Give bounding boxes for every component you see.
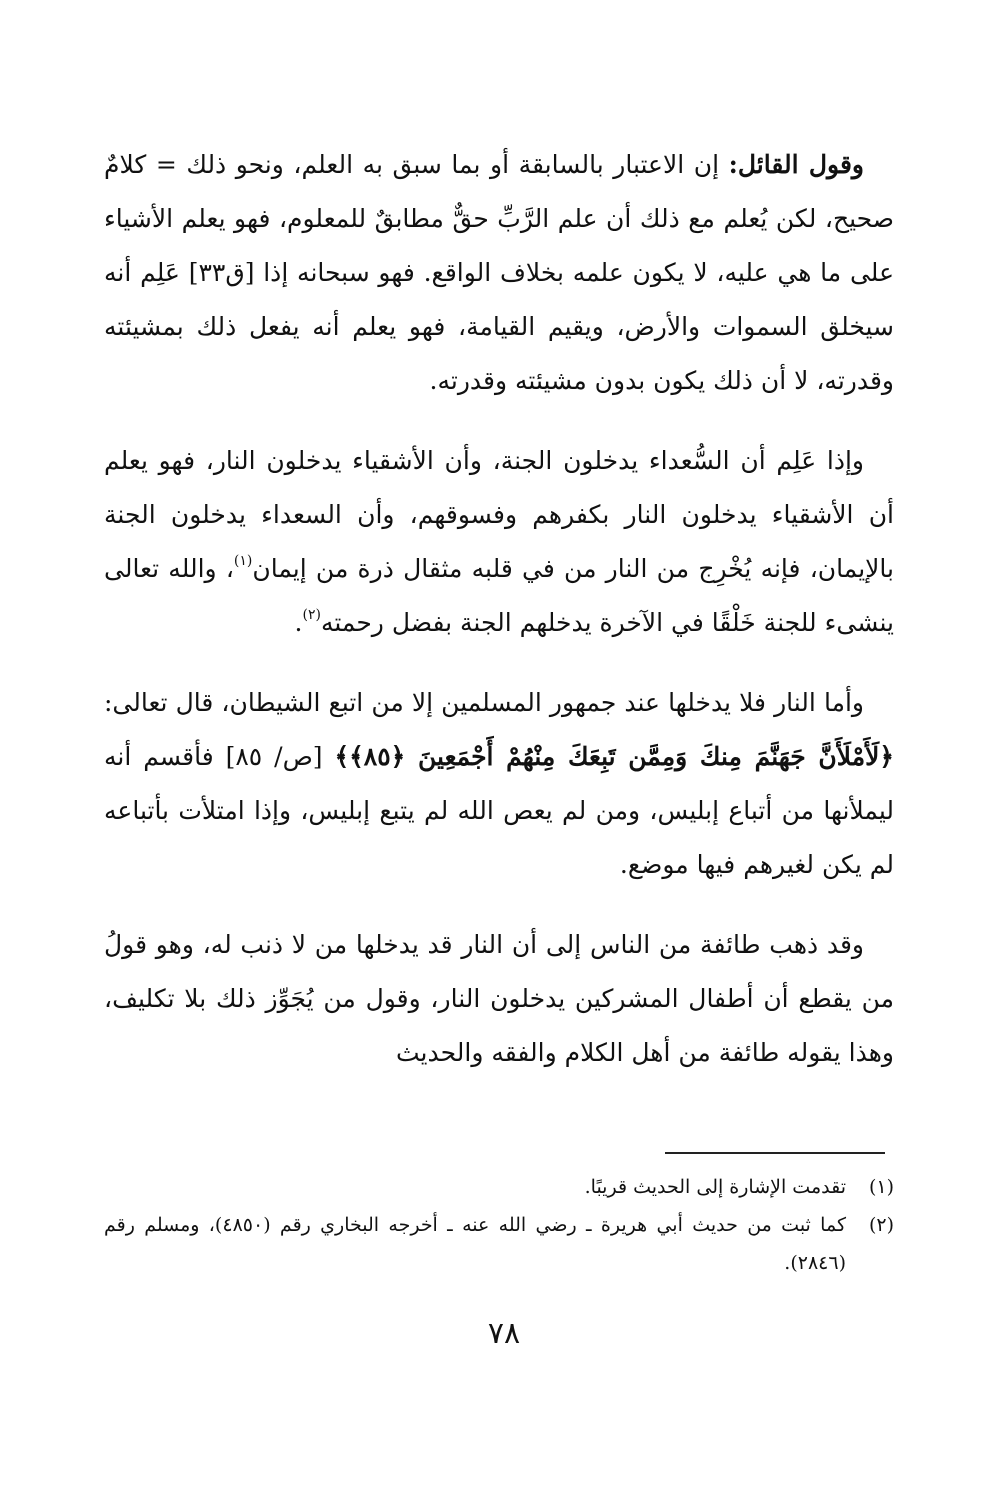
paragraph-2-text-before: وإذا عَلِم أن السُّعداء يدخلون الجنة، وأن الأشقياء يدخلون النار، فهو يعلم أن الأشقياء يدخلون النار بكفرهم وفسوقهم، وأن السعداء يدخلون الجنة بالإيمان، فإنه يُخْرِج من النار من في قلبه مثقال ذرة من إيمان (104, 446, 894, 583)
footnotes (104, 1168, 894, 1282)
quran-verse: ﴿لَأَمْلَأَنَّ جَهَنَّمَ مِنكَ وَمِمَّن تَبِعَكَ مِنْهُمْ أَجْمَعِينَ ﴿٨٥﴾﴾ (334, 742, 894, 771)
paragraph-1-lead: وقول القائل: (728, 150, 864, 179)
paragraph-2-text-after: . (294, 608, 303, 637)
main-text (104, 138, 894, 1106)
page-number: ٧٨ (487, 1316, 521, 1351)
footnote-divider (665, 1152, 885, 1154)
paragraph-3-text-after: [ص/ ٨٥] فأقسم أنه ليملأنها من أتباع إبليس، ومن لم يعص الله لم يتبع إبليس، وإذا امتلأت بأتباعه لم يكن لغيرهم فيها موضع. (104, 742, 894, 879)
footnote-1-text: تقدمت الإشارة إلى الحديث قريبًا. (584, 1176, 846, 1198)
paragraph-2 (104, 434, 894, 650)
footnote-1-number: (١) (868, 1176, 894, 1198)
paragraph-1 (104, 138, 894, 408)
footnote-2-text: كما ثبت من حديث أبي هريرة ـ رضي الله عنه ـ أخرجه البخاري رقم (٤٨٥٠)، ومسلم رقم (٢٨٤٦). (104, 1214, 846, 1274)
paragraph-3 (104, 676, 894, 892)
paragraph-4 (104, 918, 894, 1080)
footnote-ref-1: (١) (233, 553, 253, 569)
paragraph-3-text-before: وأما النار فلا يدخلها عند جمهور المسلمين إلا من اتبع الشيطان، قال تعالى: (104, 688, 864, 717)
footnote-2-number: (٢) (868, 1214, 894, 1236)
paragraph-4-text: وقد ذهب طائفة من الناس إلى أن النار قد يدخلها من لا ذنب له، وهو قولُ من يقطع أن أطفال المشركين يدخلون النار، وقول من يُجَوِّز ذلك بلا تكليف، وهذا يقوله طائفة من أهل الكلام والفقه والحديث (104, 930, 894, 1067)
footnote-ref-2: (٢) (302, 607, 321, 623)
footnote-1 (104, 1168, 894, 1206)
footnote-2 (104, 1206, 894, 1282)
paragraph-2-text-middle: ، والله تعالى ينشىء للجنة خَلْقًا في الآخرة يدخلهم الجنة بفضل رحمته (104, 554, 894, 637)
paragraph-1-text: إن الاعتبار بالسابقة أو بما سبق به العلم، ونحو ذلك = كلامٌ صحيح، لكن يُعلم مع ذلك أن علم الرَّبِّ حقٌّ مطابقٌ للمعلوم، فهو يعلم الأشياء على ما هي عليه، لا يكون علمه بخلاف الواقع. فهو سبحانه إذا [ق٣٣] عَلِم أنه سيخلق السموات والأرض، ويقيم القيامة، فهو يعلم أنه يفعل ذلك بمشيئته وقدرته، لا أن ذلك يكون بدون مشيئته وقدرته. (104, 150, 894, 395)
